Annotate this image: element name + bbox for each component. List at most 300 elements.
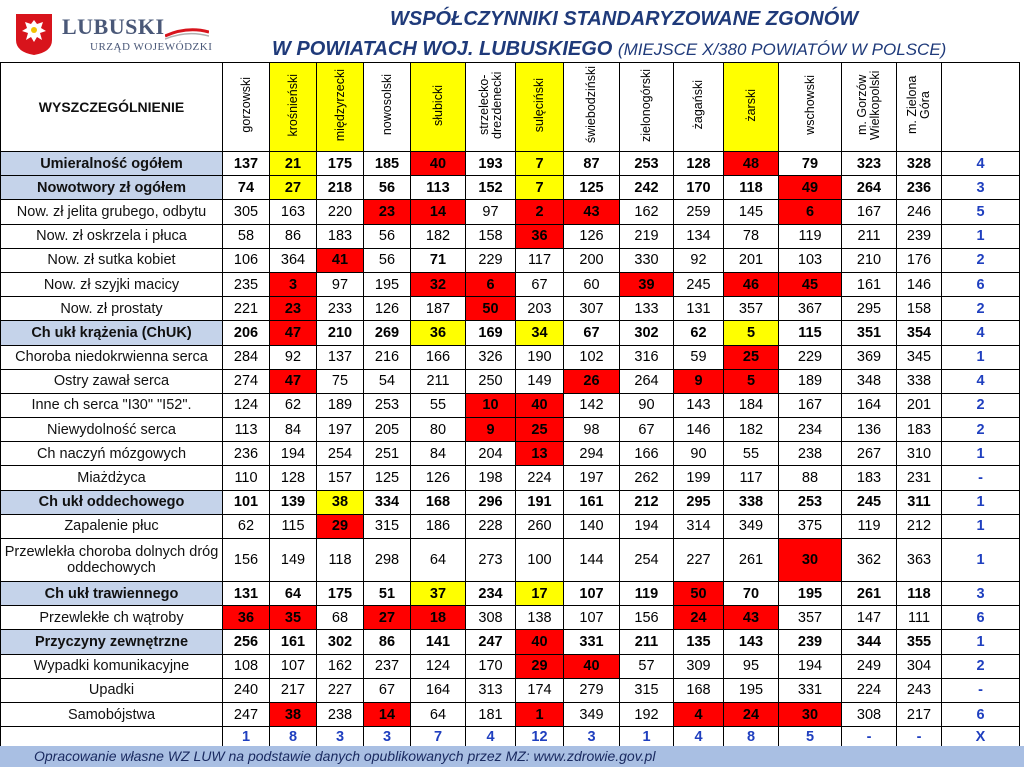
table-cell: 357 [779, 606, 842, 630]
table-cell: 142 [564, 393, 620, 417]
table-cell: 307 [564, 297, 620, 321]
table-cell: 80 [411, 418, 466, 442]
table-cell: 43 [724, 606, 779, 630]
table-cell: 143 [724, 630, 779, 654]
table-cell: 237 [364, 654, 411, 678]
rank-cell: - [942, 466, 1020, 490]
table-cell: 302 [317, 630, 364, 654]
table-cell: 199 [674, 466, 724, 490]
row-label: Now. zł oskrzela i płuca [1, 224, 223, 248]
flag-stripe-icon [165, 28, 209, 40]
table-cell: 273 [466, 539, 516, 582]
table-cell: 59 [674, 345, 724, 369]
table-cell: 363 [897, 539, 942, 582]
table-cell: 1 [516, 702, 564, 726]
table-cell: 21 [270, 152, 317, 176]
table-cell: 308 [466, 606, 516, 630]
header-corner: WYSZCZEGÓLNIENIE [1, 63, 223, 152]
table-cell: 309 [674, 654, 724, 678]
table-cell: 36 [223, 606, 270, 630]
column-header-label: międzyrzecki [332, 68, 347, 142]
column-header-label: strzelecko-drezdenecki [476, 71, 504, 139]
page-title: WSPÓŁCZYNNIKI STANDARYZOWANE ZGONÓW [390, 8, 859, 30]
table-cell: 260 [516, 514, 564, 538]
table-row [1, 176, 1020, 200]
table-cell: 97 [466, 200, 516, 224]
row-label: Upadki [1, 678, 223, 702]
table-cell: 254 [620, 539, 674, 582]
table-cell: 139 [270, 490, 317, 514]
table-cell: 195 [364, 272, 411, 296]
table-cell: 156 [620, 606, 674, 630]
table-cell: 245 [674, 272, 724, 296]
table-cell: 182 [724, 418, 779, 442]
table-cell: 175 [317, 582, 364, 606]
row-label: Wypadki komunikacyjne [1, 654, 223, 678]
table-cell: 145 [724, 200, 779, 224]
table-cell: 206 [223, 321, 270, 345]
table-cell: 126 [364, 297, 411, 321]
table-cell: 56 [364, 224, 411, 248]
table-cell: 162 [620, 200, 674, 224]
table-cell: 334 [364, 490, 411, 514]
table-cell: 211 [842, 224, 897, 248]
table-cell: 348 [842, 369, 897, 393]
table-cell: 36 [411, 321, 466, 345]
table-cell: 217 [897, 702, 942, 726]
table-cell: 108 [223, 654, 270, 678]
table-cell: 48 [724, 152, 779, 176]
table-cell: 274 [223, 369, 270, 393]
table-cell: 24 [674, 606, 724, 630]
table-cell: 216 [364, 345, 411, 369]
table-row [1, 272, 1020, 296]
table-cell: 147 [842, 606, 897, 630]
table-cell: 136 [842, 418, 897, 442]
table-cell: 67 [364, 678, 411, 702]
totals-cell: 1 [620, 727, 674, 748]
table-cell: 55 [411, 393, 466, 417]
table-cell: 90 [620, 393, 674, 417]
table-cell: 195 [724, 678, 779, 702]
table-cell: 162 [317, 654, 364, 678]
table-cell: 304 [897, 654, 942, 678]
table-cell: 34 [516, 321, 564, 345]
table-cell: 203 [516, 297, 564, 321]
table-cell: 193 [466, 152, 516, 176]
table-cell: 261 [842, 582, 897, 606]
table-cell: 128 [270, 466, 317, 490]
table-cell: 364 [270, 248, 317, 272]
table-cell: 331 [779, 678, 842, 702]
table-cell: 315 [620, 678, 674, 702]
totals-cell: 3 [364, 727, 411, 748]
table-cell: 191 [516, 490, 564, 514]
table-cell: 64 [270, 582, 317, 606]
rank-cell: 1 [942, 630, 1020, 654]
table-cell: 131 [223, 582, 270, 606]
table-cell: 125 [564, 176, 620, 200]
table-cell: 118 [897, 582, 942, 606]
source-note: Opracowanie własne WZ LUW na podstawie danych opublikowanych przez MZ: www.zdrowie.gov.pl [34, 748, 656, 764]
table-cell: 279 [564, 678, 620, 702]
column-header-label: żagański [691, 80, 705, 130]
table-cell: 200 [564, 248, 620, 272]
table-cell: 302 [620, 321, 674, 345]
table-cell: 40 [411, 152, 466, 176]
table-row [1, 630, 1020, 654]
row-label: Ch ukł oddechowego [1, 490, 223, 514]
table-cell: 197 [564, 466, 620, 490]
table-cell: 95 [724, 654, 779, 678]
table-cell: 25 [724, 345, 779, 369]
table-cell: 314 [674, 514, 724, 538]
row-label: Nowotwory zł ogółem [1, 176, 223, 200]
table-cell: 36 [516, 224, 564, 248]
table-cell: 79 [779, 152, 842, 176]
table-cell: 308 [842, 702, 897, 726]
table-cell: 310 [897, 442, 942, 466]
column-header-label: żarski [743, 88, 758, 122]
totals-cell: X [942, 727, 1020, 748]
table-cell: 146 [897, 272, 942, 296]
table-cell: 217 [270, 678, 317, 702]
table-cell: 249 [842, 654, 897, 678]
table-cell: 37 [411, 582, 466, 606]
table-cell: 27 [270, 176, 317, 200]
column-header-label: nowosolski [379, 74, 394, 136]
table-cell: 295 [674, 490, 724, 514]
table-row [1, 224, 1020, 248]
table-cell: 181 [466, 702, 516, 726]
table-cell: 126 [564, 224, 620, 248]
table-row [1, 466, 1020, 490]
table-cell: 235 [223, 272, 270, 296]
table-cell: 330 [620, 248, 674, 272]
table-row [1, 606, 1020, 630]
table-cell: 224 [842, 678, 897, 702]
table-cell: 38 [317, 490, 364, 514]
mortality-table [0, 62, 1020, 748]
column-header-label: gorzowski [238, 77, 253, 133]
table-cell: 45 [779, 272, 842, 296]
rank-cell: - [942, 678, 1020, 702]
table-cell: 47 [270, 321, 317, 345]
column-header [942, 63, 1020, 152]
table-header-row [1, 63, 1020, 152]
table-cell: 124 [411, 654, 466, 678]
table-cell: 35 [270, 606, 317, 630]
table-cell: 166 [411, 345, 466, 369]
table-cell: 137 [317, 345, 364, 369]
table-cell: 43 [564, 200, 620, 224]
table-cell: 233 [317, 297, 364, 321]
table-cell: 344 [842, 630, 897, 654]
table-cell: 30 [779, 702, 842, 726]
table-cell: 67 [564, 321, 620, 345]
table-row [1, 345, 1020, 369]
table-cell: 351 [842, 321, 897, 345]
row-label: Inne ch serca "I30" "I52". [1, 393, 223, 417]
table-row [1, 442, 1020, 466]
table-cell: 194 [779, 654, 842, 678]
table-cell: 67 [620, 418, 674, 442]
row-label: Now. zł sutka kobiet [1, 248, 223, 272]
table-cell: 355 [897, 630, 942, 654]
table-cell: 362 [842, 539, 897, 582]
table-cell: 269 [364, 321, 411, 345]
table-row [1, 200, 1020, 224]
column-header [317, 63, 364, 152]
table-cell: 50 [466, 297, 516, 321]
table-cell: 357 [724, 297, 779, 321]
table-cell: 331 [564, 630, 620, 654]
table-cell: 111 [897, 606, 942, 630]
table-cell: 138 [516, 606, 564, 630]
table-cell: 117 [724, 466, 779, 490]
row-label: Now. zł jelita grubego, odbytu [1, 200, 223, 224]
table-cell: 183 [842, 466, 897, 490]
table-cell: 326 [466, 345, 516, 369]
table-cell: 231 [897, 466, 942, 490]
table-cell: 210 [317, 321, 364, 345]
row-label: Ch naczyń mózgowych [1, 442, 223, 466]
table-cell: 247 [223, 702, 270, 726]
table-cell: 9 [466, 418, 516, 442]
table-cell: 164 [842, 393, 897, 417]
table-cell: 163 [270, 200, 317, 224]
table-cell: 156 [223, 539, 270, 582]
rank-cell: 6 [942, 606, 1020, 630]
table-cell: 190 [516, 345, 564, 369]
totals-cell: 7 [411, 727, 466, 748]
table-cell: 18 [411, 606, 466, 630]
table-cell: 229 [779, 345, 842, 369]
rank-cell: 6 [942, 702, 1020, 726]
table-cell: 167 [779, 393, 842, 417]
table-cell: 182 [411, 224, 466, 248]
table-row [1, 393, 1020, 417]
table-cell: 239 [897, 224, 942, 248]
table-cell: 10 [466, 393, 516, 417]
table-cell: 27 [364, 606, 411, 630]
table-cell: 92 [674, 248, 724, 272]
row-label: Choroba niedokrwienna serca [1, 345, 223, 369]
column-header [674, 63, 724, 152]
table-cell: 367 [779, 297, 842, 321]
row-label: Ch ukł krążenia (ChUK) [1, 321, 223, 345]
table-row [1, 514, 1020, 538]
column-header [779, 63, 842, 152]
table-cell: 98 [564, 418, 620, 442]
table-cell: 143 [674, 393, 724, 417]
table-cell: 254 [317, 442, 364, 466]
totals-cell: - [842, 727, 897, 748]
table-cell: 164 [411, 678, 466, 702]
table-cell: 57 [620, 654, 674, 678]
table-cell: 267 [842, 442, 897, 466]
table-cell: 236 [897, 176, 942, 200]
table-cell: 5 [724, 321, 779, 345]
totals-cell: 3 [564, 727, 620, 748]
table-cell: 25 [516, 418, 564, 442]
table-cell: 238 [317, 702, 364, 726]
row-label: Przewlekła choroba dolnych dróg oddechowych [1, 539, 223, 582]
totals-cell: 3 [317, 727, 364, 748]
table-cell: 253 [620, 152, 674, 176]
logo-subtitle: URZĄD WOJEWÓDZKI [90, 41, 213, 53]
table-cell: 137 [223, 152, 270, 176]
table-cell: 40 [564, 654, 620, 678]
column-header-label: świebodziński [584, 66, 598, 144]
row-label: Ostry zawał serca [1, 369, 223, 393]
table-totals-row [1, 727, 1020, 748]
table-cell: 239 [779, 630, 842, 654]
table-cell: 140 [564, 514, 620, 538]
table-row [1, 418, 1020, 442]
row-label: Miażdżyca [1, 466, 223, 490]
column-header [724, 63, 779, 152]
table-cell: 29 [317, 514, 364, 538]
table-cell: 118 [724, 176, 779, 200]
table-cell: 68 [317, 606, 364, 630]
table-cell: 39 [620, 272, 674, 296]
table-cell: 88 [779, 466, 842, 490]
column-header [466, 63, 516, 152]
table-cell: 170 [466, 654, 516, 678]
table-cell: 167 [842, 200, 897, 224]
table-cell: 78 [724, 224, 779, 248]
table-cell: 64 [411, 702, 466, 726]
table-cell: 229 [466, 248, 516, 272]
table-cell: 218 [317, 176, 364, 200]
table-cell: 70 [724, 582, 779, 606]
row-label: Now. zł prostaty [1, 297, 223, 321]
table-cell: 161 [564, 490, 620, 514]
table-row [1, 678, 1020, 702]
table-cell: 107 [270, 654, 317, 678]
column-header [842, 63, 897, 152]
table-cell: 228 [466, 514, 516, 538]
row-label: Now. zł szyjki macicy [1, 272, 223, 296]
table-cell: 2 [516, 200, 564, 224]
table-cell: 245 [842, 490, 897, 514]
table-cell: 86 [270, 224, 317, 248]
row-label: Przewlekłe ch wątroby [1, 606, 223, 630]
column-header-label: m. Zielona Góra [905, 75, 932, 135]
table-row [1, 654, 1020, 678]
table-cell: 125 [364, 466, 411, 490]
table-cell: 369 [842, 345, 897, 369]
table-cell: 184 [724, 393, 779, 417]
table-cell: 23 [270, 297, 317, 321]
table-cell: 46 [724, 272, 779, 296]
table-cell: 345 [897, 345, 942, 369]
row-label: Ch ukł trawiennego [1, 582, 223, 606]
table-cell: 6 [779, 200, 842, 224]
table-cell: 201 [897, 393, 942, 417]
table-cell: 152 [466, 176, 516, 200]
table-row [1, 152, 1020, 176]
table-cell: 7 [516, 176, 564, 200]
table-cell: 212 [620, 490, 674, 514]
table-cell: 220 [317, 200, 364, 224]
table-cell: 247 [466, 630, 516, 654]
table-cell: 149 [270, 539, 317, 582]
table-cell: 169 [466, 321, 516, 345]
table-cell: 253 [779, 490, 842, 514]
table-cell: 124 [223, 393, 270, 417]
table-cell: 7 [516, 152, 564, 176]
table-cell: 296 [466, 490, 516, 514]
column-header [620, 63, 674, 152]
table-cell: 338 [724, 490, 779, 514]
table-cell: 84 [411, 442, 466, 466]
table-row [1, 539, 1020, 582]
table-cell: 185 [364, 152, 411, 176]
table-cell: 234 [466, 582, 516, 606]
source-footer [0, 746, 1024, 767]
table-cell: 170 [674, 176, 724, 200]
page-title-line2-main: W POWIATACH WOJ. LUBUSKIEGO [272, 38, 613, 60]
table-cell: 311 [897, 490, 942, 514]
table-cell: 4 [674, 702, 724, 726]
table-cell: 175 [317, 152, 364, 176]
table-cell: 158 [897, 297, 942, 321]
table-cell: 221 [223, 297, 270, 321]
row-label: Umieralność ogółem [1, 152, 223, 176]
table-cell: 50 [674, 582, 724, 606]
table-cell: 316 [620, 345, 674, 369]
table-cell: 75 [317, 369, 364, 393]
table-cell: 71 [411, 248, 466, 272]
table-cell: 298 [364, 539, 411, 582]
table-cell: 161 [842, 272, 897, 296]
table-cell: 187 [411, 297, 466, 321]
table-cell: 211 [411, 369, 466, 393]
table-cell: 227 [674, 539, 724, 582]
rank-cell: 1 [942, 442, 1020, 466]
table-cell: 242 [620, 176, 674, 200]
table-cell: 56 [364, 176, 411, 200]
table-cell: 51 [364, 582, 411, 606]
rank-cell: 1 [942, 514, 1020, 538]
page-title-line2-sub: (MIEJSCE X/380 POWIATÓW W POLSCE) [617, 40, 947, 59]
table-cell: 115 [270, 514, 317, 538]
table-cell: 115 [779, 321, 842, 345]
table-cell: 264 [842, 176, 897, 200]
table-cell: 113 [411, 176, 466, 200]
column-header-label: sulęciński [532, 77, 546, 133]
table-cell: 107 [564, 582, 620, 606]
table-cell: 62 [674, 321, 724, 345]
row-label: Zapalenie płuc [1, 514, 223, 538]
table-cell: 135 [674, 630, 724, 654]
rank-cell: 3 [942, 176, 1020, 200]
totals-cell: 8 [724, 727, 779, 748]
table-cell: 219 [620, 224, 674, 248]
table-cell: 14 [364, 702, 411, 726]
table-cell: 60 [564, 272, 620, 296]
table-row [1, 321, 1020, 345]
totals-cell: 8 [270, 727, 317, 748]
totals-cell: - [897, 727, 942, 748]
table-cell: 131 [674, 297, 724, 321]
table-cell: 64 [411, 539, 466, 582]
table-cell: 5 [724, 369, 779, 393]
table-cell: 56 [364, 248, 411, 272]
table-cell: 141 [411, 630, 466, 654]
